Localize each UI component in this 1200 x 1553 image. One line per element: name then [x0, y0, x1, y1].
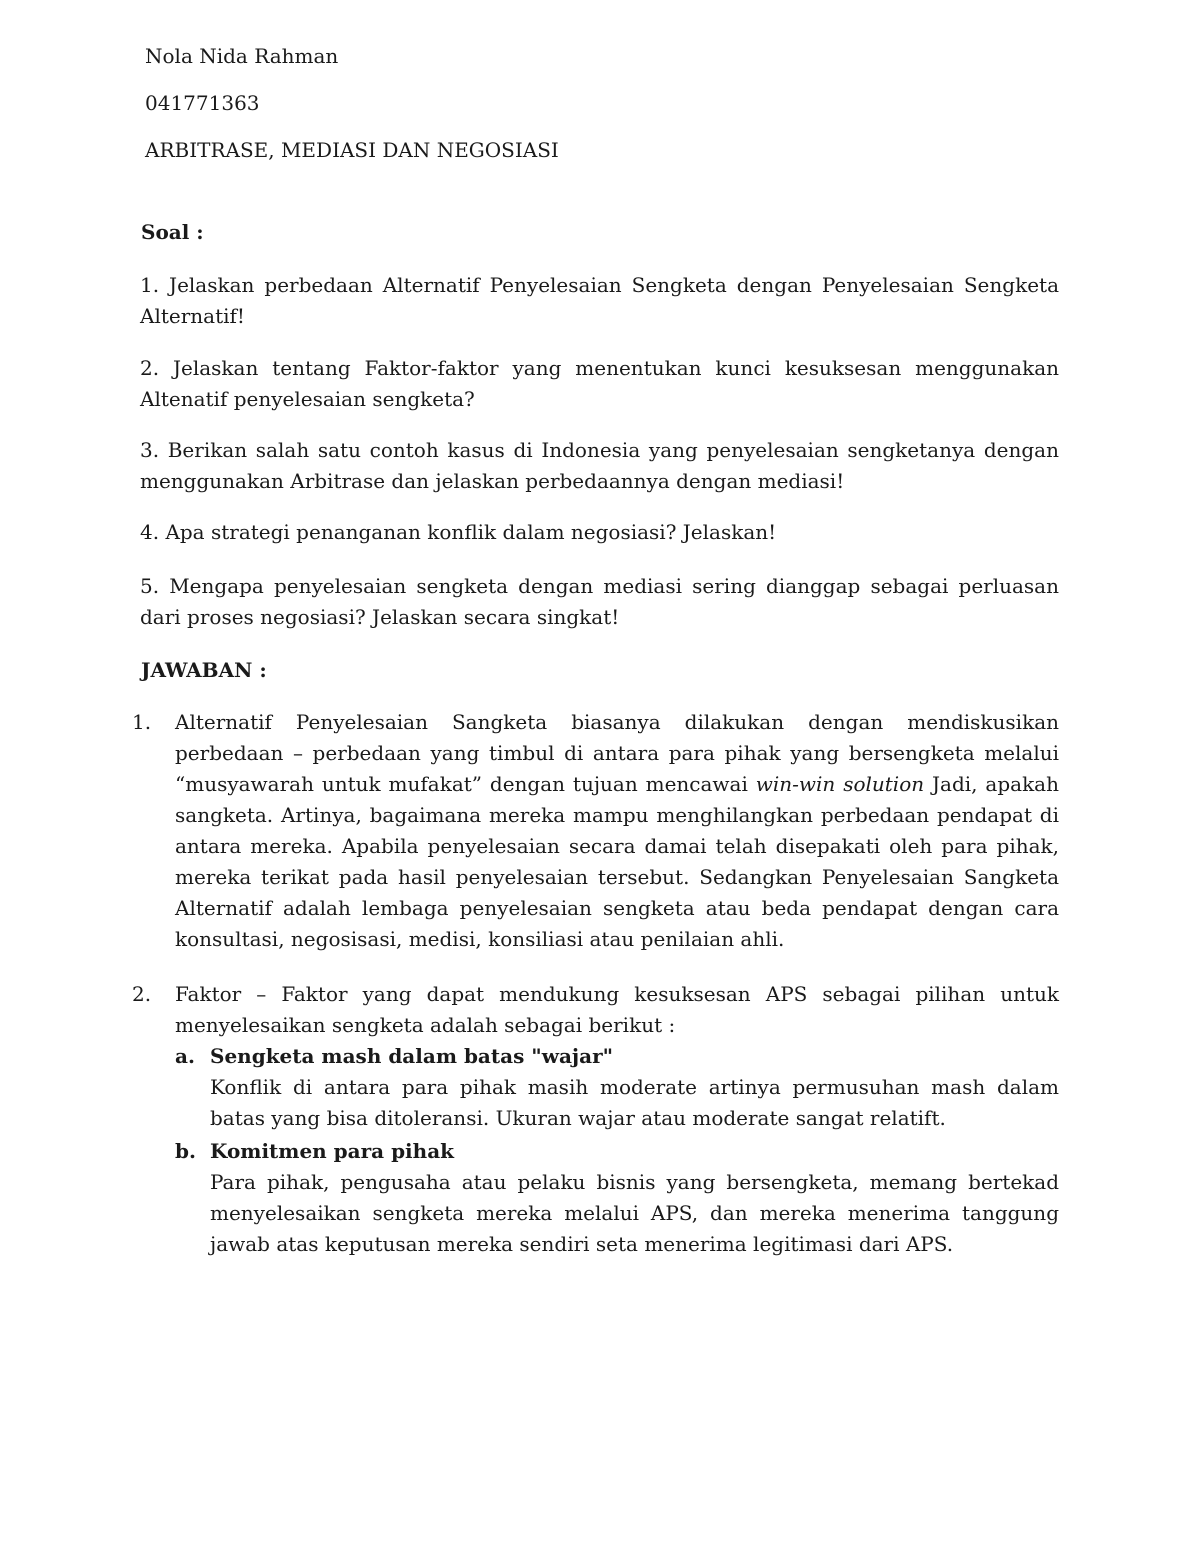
item-a-body: Konflik di antara para pihak masih moderate artinya permusuhan mash dalam batas yang bisa ditoleransi. Ukuran wajar atau moderate sangat relatift. — [210, 1075, 1059, 1130]
item-b-title: Komitmen para pihak — [210, 1139, 455, 1163]
answer-2-intro: Faktor – Faktor yang dapat mendukung kesuksesan APS sebagai pilihan untuk menyelesaikan sengketa adalah sebagai berikut : — [175, 982, 1059, 1037]
course-title: ARBITRASE, MEDIASI DAN NEGOSIASI — [145, 138, 559, 162]
student-id: 041771363 — [145, 91, 260, 115]
item-a-letter: a. — [175, 1044, 195, 1068]
answer-1-text-part: Jadi, apakah sangketa. Artinya, bagaimana mereka mampu menghilangkan perbedaan pendapat di antara mereka. Apabila penyelesaian secara damai telah disepakati oleh para pihak, mereka terikat pada hasil penyelesaian tersebut. Sedangkan Penyelesaian Sangketa Alternatif adalah lembaga penyelesaian sengketa atau beda pendapat dengan cara konsultasi, negosisasi, medisi, konsiliasi atau penilaian ahli. — [175, 772, 1059, 951]
answer-2-item-b — [175, 1136, 1059, 1260]
item-a-title: Sengketa mash dalam batas "wajar" — [210, 1044, 614, 1068]
answer-1-italic-term: win-win solution — [755, 772, 925, 796]
answer-1-text-part: Alternatif Penyelesaian Sangketa biasanya dilakukan dengan mendiskusikan perbedaan – perbedaan yang timbul di antara para pihak yang bersengketa melalui “musyawarah untuk mufakat” dengan tujuan mencawai — [175, 710, 1059, 796]
soal-heading: Soal : — [141, 220, 204, 244]
question-4: 4. Apa strategi penanganan konflik dalam negosiasi? Jelaskan! — [140, 520, 777, 544]
answer-1-number: 1. — [132, 710, 152, 734]
question-1: 1. Jelaskan perbedaan Alternatif Penyelesaian Sengketa dengan Penyelesaian Sengketa Alternatif! — [140, 273, 1059, 328]
jawaban-heading: JAWABAN : — [141, 658, 267, 682]
answer-2-number: 2. — [132, 982, 152, 1006]
question-5: 5. Mengapa penyelesaian sengketa dengan mediasi sering dianggap sebagai perluasan dari proses negosiasi? Jelaskan secara singkat! — [140, 574, 1059, 629]
answer-1-text — [175, 707, 1059, 955]
question-2: 2. Jelaskan tentang Faktor-faktor yang menentukan kunci kesuksesan menggunakan Altenatif penyelesaian sengketa? — [140, 356, 1059, 411]
answer-2 — [132, 979, 1059, 1260]
item-b-body: Para pihak, pengusaha atau pelaku bisnis yang bersengketa, memang bertekad menyelesaikan sengketa mereka melalui APS, dan mereka menerima tanggung jawab atas keputusan mereka sendiri seta menerima legitimasi dari APS. — [210, 1170, 1059, 1256]
answer-2-item-a — [175, 1041, 1059, 1134]
question-3: 3. Berikan salah satu contoh kasus di Indonesia yang penyelesaian sengketanya dengan menggunakan Arbitrase dan jelaskan perbedaannya dengan mediasi! — [140, 438, 1059, 493]
answer-1 — [132, 707, 1059, 955]
item-b-letter: b. — [175, 1139, 196, 1163]
student-name: Nola Nida Rahman — [145, 44, 339, 68]
